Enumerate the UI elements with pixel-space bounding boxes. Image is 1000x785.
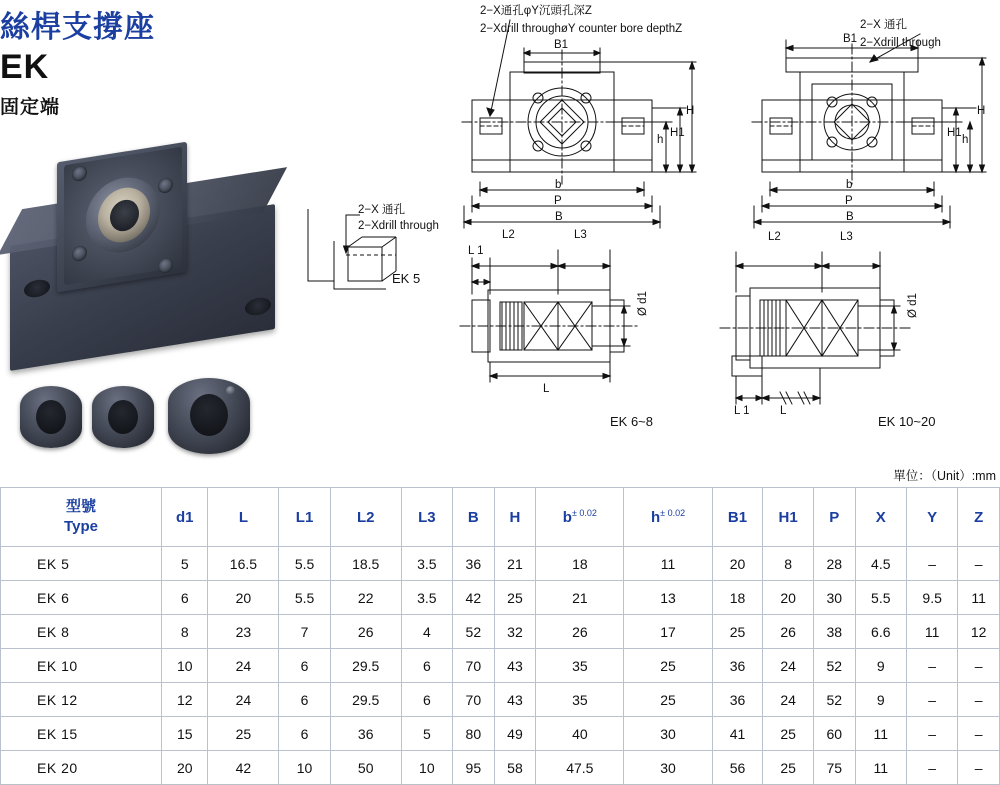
cell-l3: 10 [401,751,452,785]
cell-d1: 12 [162,683,208,717]
cell-l1: 5.5 [279,581,330,615]
cell-p: 38 [813,615,855,649]
table-row [1,547,1000,581]
spec-table [0,487,1000,785]
cell-x: 9 [855,683,906,717]
cell-l1: 10 [279,751,330,785]
note-drill-cn: 2−X 通孔 [860,19,907,31]
cell-x: 11 [855,751,906,785]
view-label-ek10-20: EK 10~20 [878,414,936,429]
cell-x: 6.6 [855,615,906,649]
cell-y: – [906,547,957,581]
cell-type: EK 15 [1,717,162,751]
cell-y: – [906,751,957,785]
note-drill-en: 2−Xdrill through [860,37,941,49]
cell-b: 36 [453,547,495,581]
cell-l1: 5.5 [279,547,330,581]
dim-l-left-section: L [543,383,550,395]
col-header-l2: L2 [330,488,401,547]
cell-l2: 29.5 [330,683,401,717]
col-header-h-tol-letter: h [650,509,661,526]
dim-h-total-side: H [977,105,986,117]
cell-l3: 3.5 [401,547,452,581]
cell-h-tol: 13 [624,581,712,615]
dim-l-right-section: L [780,405,787,417]
cell-h-tol: 25 [624,683,712,717]
cell-l2: 18.5 [330,547,401,581]
cell-p: 28 [813,547,855,581]
photo-lock-nut [168,378,250,454]
cell-b1: 36 [712,649,763,683]
cell-z: – [958,751,1000,785]
cell-x: 9 [855,649,906,683]
cell-h-tol: 11 [624,547,712,581]
cell-l: 24 [208,649,279,683]
cell-y: – [906,683,957,717]
dim-d1-right-section: Ø d1 [907,293,919,318]
col-header-b-tol [536,488,624,547]
col-header-type-cn: 型號 [65,497,96,515]
cell-d1: 8 [162,615,208,649]
table-row [1,751,1000,785]
dim-b-side: b [846,179,853,191]
dim-p-front: P [554,195,562,207]
ek5-callout [300,185,460,305]
cell-l3: 5 [401,717,452,751]
cell-l3: 4 [401,615,452,649]
col-header-z: Z [958,488,1000,547]
cell-l: 42 [208,751,279,785]
photo-ring-bore [36,400,66,434]
engineering-drawings [450,0,1000,470]
col-header-b-tol-value: ± 0.02 [571,508,597,518]
cell-l1: 6 [279,717,330,751]
cell-b: 70 [453,683,495,717]
cell-type: EK 8 [1,615,162,649]
photo-ring-bore [190,394,228,436]
table-row [1,581,1000,615]
note-counterbore-cn: 2−X通孔φY沉頭孔深Z [480,5,592,17]
cell-l: 23 [208,615,279,649]
cell-l2: 22 [330,581,401,615]
cell-y: 11 [906,615,957,649]
note-ek5-drill-en: 2−Xdrill through [358,220,439,232]
cell-d1: 20 [162,751,208,785]
photo-ring-bore [108,400,138,434]
cell-h1: 24 [763,683,814,717]
col-header-y: Y [906,488,957,547]
photo-lock-ring [20,386,82,448]
cell-b1: 41 [712,717,763,751]
cell-h-tol: 25 [624,649,712,683]
dim-b-front: b [555,179,562,191]
product-photo [2,130,302,450]
cell-d1: 15 [162,717,208,751]
product-code: EK [0,48,50,86]
cell-h1: 8 [763,547,814,581]
cell-y: – [906,649,957,683]
cell-b: 70 [453,649,495,683]
col-header-p: P [813,488,855,547]
page-title-cn: 絲桿支撐座 [0,11,155,44]
drawing-svg [450,0,1000,470]
table-row [1,717,1000,751]
cell-type: EK 12 [1,683,162,717]
cell-type: EK 6 [1,581,162,615]
col-header-h-tol-value: ± 0.02 [660,508,686,518]
cell-d1: 10 [162,649,208,683]
cell-h-tol: 30 [624,717,712,751]
cell-y: – [906,717,957,751]
cell-type: EK 20 [1,751,162,785]
cell-h1: 20 [763,581,814,615]
dim-h-side: h [962,134,969,146]
cell-b-tol: 21 [536,581,624,615]
photo-ring-setscrew [226,386,235,395]
col-header-l3: L3 [401,488,452,547]
product-subtitle-cn: 固定端 [0,97,61,118]
cell-type: EK 10 [1,649,162,683]
col-header-b: B [453,488,495,547]
cell-z: – [958,717,1000,751]
cell-b-tol: 35 [536,683,624,717]
cell-l2: 29.5 [330,649,401,683]
dim-b-total-side: B [846,211,854,223]
cell-l3: 3.5 [401,581,452,615]
cell-b1: 20 [712,547,763,581]
dim-l3-right-section: L3 [840,231,853,243]
dim-l1-left-section: L 1 [468,245,484,257]
cell-l1: 6 [279,683,330,717]
cell-l3: 6 [401,683,452,717]
cell-b-tol: 18 [536,547,624,581]
cell-z: 11 [958,581,1000,615]
dim-l1-right-section: L 1 [734,405,750,417]
cell-l: 16.5 [208,547,279,581]
cell-h-tol: 17 [624,615,712,649]
cell-b: 52 [453,615,495,649]
col-header-type-en: Type [64,518,98,535]
view-label-ek5: EK 5 [392,271,421,286]
col-header-b1: B1 [712,488,763,547]
cell-h: 32 [494,615,536,649]
cell-z: – [958,683,1000,717]
cell-p: 52 [813,649,855,683]
table-row [1,615,1000,649]
cell-h: 43 [494,683,536,717]
dim-h1-side: H1 [947,127,962,139]
cell-h-tol: 30 [624,751,712,785]
col-header-type [1,488,162,547]
dim-b1-front: B1 [554,39,569,51]
cell-h: 49 [494,717,536,751]
cell-h1: 24 [763,649,814,683]
spec-table-header-row [1,488,1000,547]
cell-h: 58 [494,751,536,785]
cell-b1: 25 [712,615,763,649]
cell-h1: 25 [763,751,814,785]
dim-p-side: P [845,195,853,207]
dim-b-total-front: B [555,211,563,223]
col-header-l: L [208,488,279,547]
cell-b: 95 [453,751,495,785]
note-ek5-drill-cn: 2−X 通孔 [358,204,405,216]
cell-z: – [958,547,1000,581]
cell-l1: 6 [279,649,330,683]
cell-b1: 36 [712,683,763,717]
col-header-h-tol [624,488,712,547]
dim-l3-left-section: L3 [574,229,587,241]
cell-d1: 5 [162,547,208,581]
dim-d1-left-section: Ø d1 [637,291,649,316]
col-header-x: X [855,488,906,547]
cell-l: 24 [208,683,279,717]
cell-b-tol: 47.5 [536,751,624,785]
dim-h-total-front: H [686,105,695,117]
cell-p: 52 [813,683,855,717]
dim-h1-front: H1 [670,127,685,139]
cell-p: 60 [813,717,855,751]
cell-l2: 36 [330,717,401,751]
unit-note: 單位：（Unit）:mm [893,469,996,483]
dim-h-front: h [657,134,664,146]
cell-b1: 56 [712,751,763,785]
col-header-l1: L1 [279,488,330,547]
cell-h1: 26 [763,615,814,649]
cell-b-tol: 40 [536,717,624,751]
cell-b: 80 [453,717,495,751]
table-row [1,649,1000,683]
note-counterbore-en: 2−Xdrill throughøY counter bore depthZ [480,23,683,35]
col-header-b-tol-letter: b [562,509,572,526]
col-header-h: H [494,488,536,547]
cell-y: 9.5 [906,581,957,615]
cell-l: 25 [208,717,279,751]
dim-l2-right-section: L2 [768,231,781,243]
cell-l2: 50 [330,751,401,785]
dim-l2-left-section: L2 [502,229,515,241]
cell-z: 12 [958,615,1000,649]
view-label-ek6-8: EK 6~8 [610,414,654,429]
cell-x: 4.5 [855,547,906,581]
cell-l3: 6 [401,649,452,683]
cell-l1: 7 [279,615,330,649]
col-header-d1: d1 [162,488,208,547]
cell-b-tol: 26 [536,615,624,649]
photo-lock-ring [92,386,154,448]
cell-x: 5.5 [855,581,906,615]
cell-h: 21 [494,547,536,581]
cell-h: 43 [494,649,536,683]
cell-d1: 6 [162,581,208,615]
table-row [1,683,1000,717]
cell-z: – [958,649,1000,683]
dim-b1-side: B1 [843,33,858,45]
cell-b1: 18 [712,581,763,615]
cell-h1: 25 [763,717,814,751]
col-header-h1: H1 [763,488,814,547]
cell-h: 25 [494,581,536,615]
cell-b: 42 [453,581,495,615]
cell-p: 30 [813,581,855,615]
cell-x: 11 [855,717,906,751]
cell-p: 75 [813,751,855,785]
cell-l: 20 [208,581,279,615]
cell-type: EK 5 [1,547,162,581]
cell-l2: 26 [330,615,401,649]
cell-b-tol: 35 [536,649,624,683]
